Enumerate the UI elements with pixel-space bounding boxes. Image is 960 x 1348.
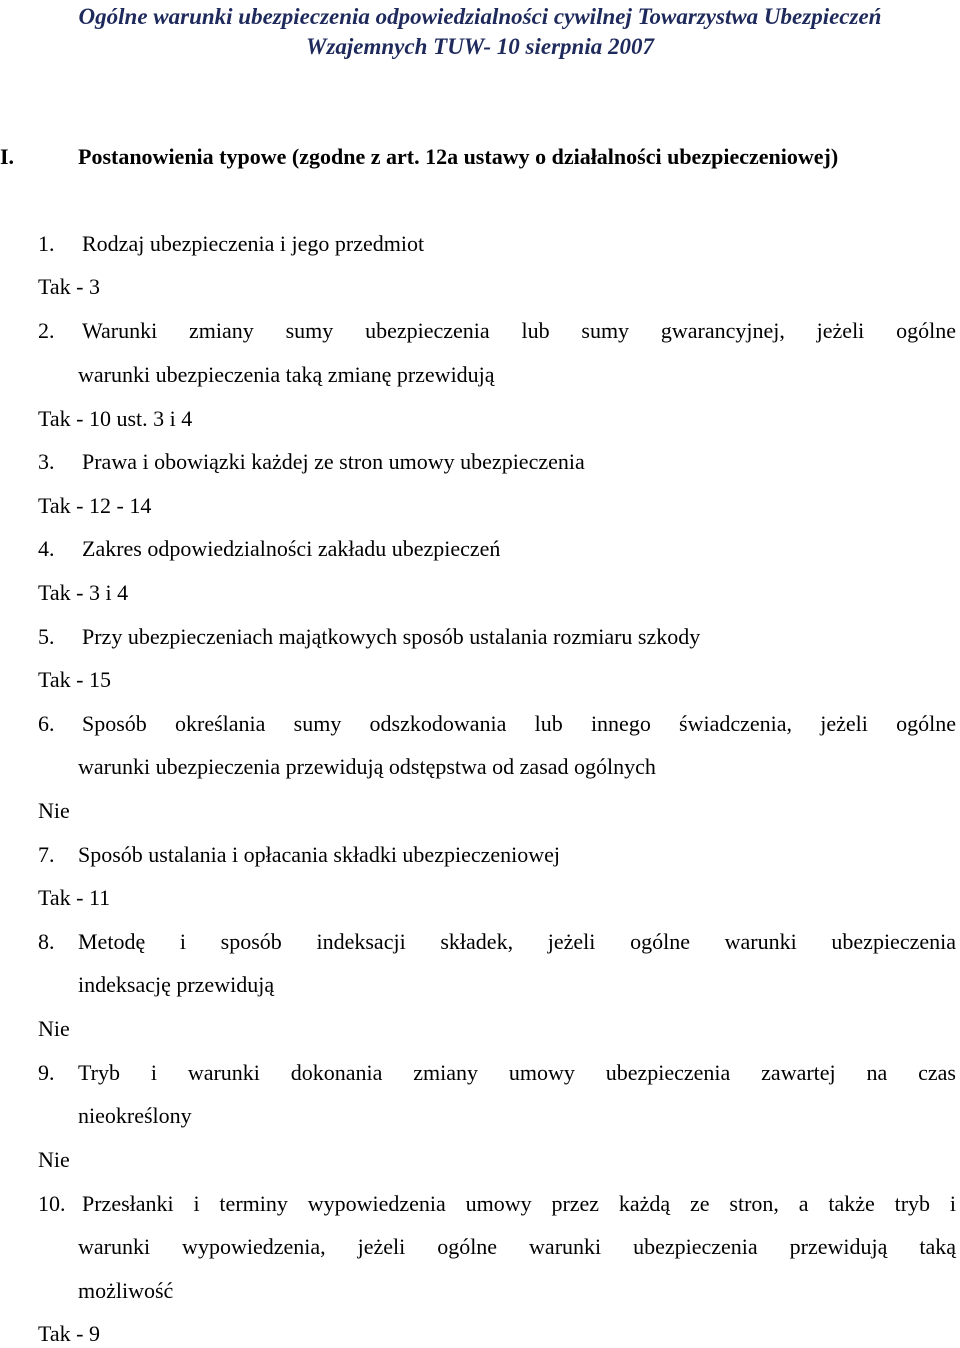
header-line-1: Ogólne warunki ubezpieczenia odpowiedzialności cywilnej Towarzystwa Ubezpieczeń xyxy=(78,4,882,29)
document-header xyxy=(0,2,960,62)
item-number: 5. xyxy=(38,624,55,649)
item-heading: Sposób określania sumy odszkodowania lub innego świadczenia, jeżeli ogólne xyxy=(82,711,956,736)
item-number: 6. xyxy=(38,711,55,736)
item-answer: Tak - 3 i 4 xyxy=(38,580,129,605)
item-heading-continuation: warunki wypowiedzenia, jeżeli ogólne warunki ubezpieczenia przewidują taką xyxy=(78,1234,956,1259)
item-answer: Nie xyxy=(38,798,70,823)
item-answer: Tak - 9 xyxy=(38,1321,100,1346)
item-number: 1. xyxy=(38,231,55,256)
item-answer: Tak - 15 xyxy=(38,667,111,692)
section-title: Postanowienia typowe (zgodne z art. 12a ustawy o działalności ubezpieczeniowej) xyxy=(78,144,839,169)
section-number: I. xyxy=(0,144,15,169)
item-heading-continuation: indeksację przewidują xyxy=(78,972,275,997)
item-heading: Przy ubezpieczeniach majątkowych sposób ustalania rozmiaru szkody xyxy=(82,624,701,649)
item-heading-continuation: warunki ubezpieczenia taką zmianę przewidują xyxy=(78,362,495,387)
item-heading: Prawa i obowiązki każdej ze stron umowy ubezpieczenia xyxy=(82,449,585,474)
item-heading-continuation: możliwość xyxy=(78,1278,174,1303)
item-number: 8. xyxy=(38,929,55,954)
item-number: 4. xyxy=(38,536,55,561)
item-answer: Nie xyxy=(38,1147,70,1172)
item-heading: Metodę i sposób indeksacji składek, jeżeli ogólne warunki ubezpieczenia xyxy=(78,929,956,954)
item-answer: Tak - 10 ust. 3 i 4 xyxy=(38,406,193,431)
item-answer: Tak - 3 xyxy=(38,274,100,299)
item-heading: Rodzaj ubezpieczenia i jego przedmiot xyxy=(82,231,425,256)
item-number: 9. xyxy=(38,1060,55,1085)
item-heading: Sposób ustalania i opłacania składki ubezpieczeniowej xyxy=(78,842,561,867)
item-heading-continuation: warunki ubezpieczenia przewidują odstępstwa od zasad ogólnych xyxy=(78,754,656,779)
item-number: 7. xyxy=(38,842,55,867)
item-number: 2. xyxy=(38,318,55,343)
item-number: 10. xyxy=(38,1191,66,1216)
item-answer: Tak - 11 xyxy=(38,885,111,910)
item-answer: Nie xyxy=(38,1016,70,1041)
item-heading: Tryb i warunki dokonania zmiany umowy ubezpieczenia zawartej na czas xyxy=(78,1060,956,1085)
item-heading-continuation: nieokreślony xyxy=(78,1103,192,1128)
item-heading: Przesłanki i terminy wypowiedzenia umowy przez każdą ze stron, a także tryb i xyxy=(82,1191,956,1216)
item-answer: Tak - 12 - 14 xyxy=(38,493,152,518)
item-heading: Warunki zmiany sumy ubezpieczenia lub sumy gwarancyjnej, jeżeli ogólne xyxy=(82,318,956,343)
item-number: 3. xyxy=(38,449,55,474)
item-heading: Zakres odpowiedzialności zakładu ubezpieczeń xyxy=(82,536,501,561)
header-line-2: Wzajemnych TUW- 10 sierpnia 2007 xyxy=(306,34,654,59)
